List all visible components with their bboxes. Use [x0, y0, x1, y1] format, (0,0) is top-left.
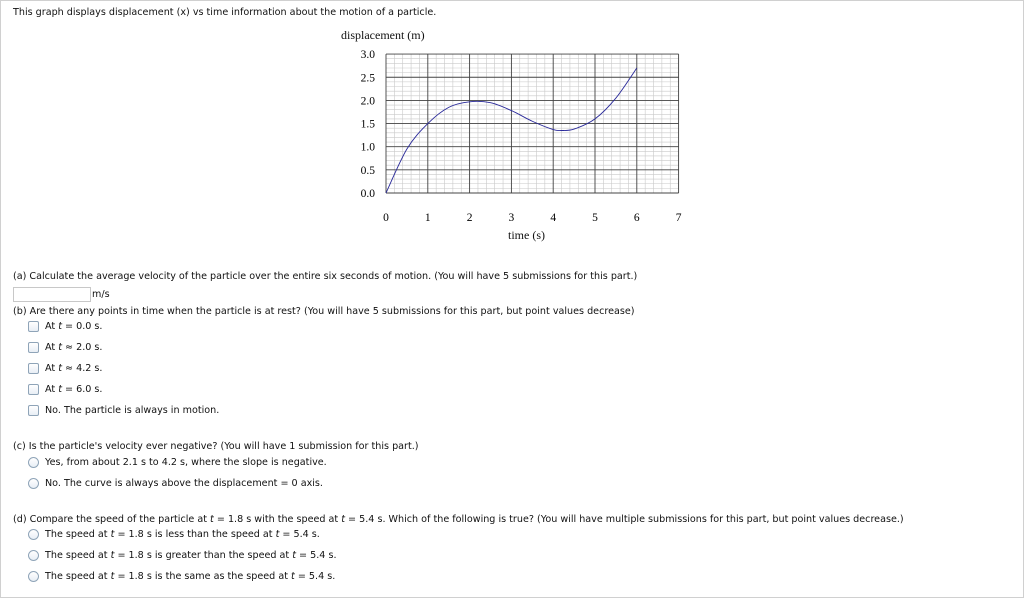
average-velocity-input[interactable]	[13, 287, 91, 302]
x-tick-label: 4	[550, 212, 557, 224]
part-d-option[interactable]	[28, 550, 337, 561]
option-label: At t ≈ 2.0 s.	[45, 342, 103, 353]
y-tick-label: 1.0	[360, 141, 375, 154]
part-b-option[interactable]	[28, 321, 102, 332]
y-tick-label: 1.5	[360, 118, 375, 131]
x-tick-label: 0	[383, 212, 389, 224]
radio-button[interactable]	[28, 550, 39, 561]
x-tick-label: 5	[592, 212, 598, 224]
checkbox[interactable]	[28, 405, 39, 416]
y-tick-label: 2.0	[360, 95, 375, 108]
part-b-option[interactable]	[28, 363, 102, 374]
option-label: No. The particle is always in motion.	[45, 405, 220, 416]
option-label: At t ≈ 4.2 s.	[45, 363, 103, 374]
option-label: The speed at t = 1.8 s is the same as the speed at t = 5.4 s.	[45, 571, 336, 582]
part-c-question: (c) Is the particle's velocity ever negative? (You will have 1 submission for this part.)	[13, 441, 419, 452]
radio-button[interactable]	[28, 529, 39, 540]
checkbox[interactable]	[28, 321, 39, 332]
part-c-option[interactable]	[28, 457, 327, 468]
radio-button[interactable]	[28, 478, 39, 489]
part-b-option[interactable]	[28, 342, 102, 353]
checkbox[interactable]	[28, 342, 39, 353]
part-c-option[interactable]	[28, 478, 323, 489]
option-label: The speed at t = 1.8 s is greater than the speed at t = 5.4 s.	[45, 550, 337, 561]
option-label: At t = 0.0 s.	[45, 321, 103, 332]
checkbox[interactable]	[28, 363, 39, 374]
option-label: The speed at t = 1.8 s is less than the speed at t = 5.4 s.	[45, 529, 320, 540]
y-tick-label: 0.0	[360, 188, 375, 200]
part-b-option[interactable]	[28, 384, 102, 395]
y-tick-label: 0.5	[360, 164, 375, 177]
radio-button[interactable]	[28, 457, 39, 468]
option-label: No. The curve is always above the displacement = 0 axis.	[45, 478, 323, 489]
part-a-question: (a) Calculate the average velocity of the particle over the entire six seconds of motion. (You will have 5 submissions for this part.)	[13, 271, 638, 282]
part-d-option[interactable]	[28, 529, 320, 540]
checkbox[interactable]	[28, 384, 39, 395]
x-tick-label: 3	[508, 212, 515, 224]
radio-button[interactable]	[28, 571, 39, 582]
x-tick-label: 2	[466, 212, 473, 224]
velocity-unit: m/s	[92, 289, 110, 300]
y-axis-label: displacement (m)	[341, 28, 425, 42]
part-b-option[interactable]	[28, 405, 219, 416]
x-tick-label: 6	[633, 212, 640, 224]
part-d-option[interactable]	[28, 571, 335, 582]
x-axis-label: time (s)	[508, 228, 545, 242]
option-label: Yes, from about 2.1 s to 4.2 s, where the slope is negative.	[45, 457, 327, 468]
y-tick-label: 2.5	[360, 72, 375, 85]
y-tick-label: 3.0	[360, 49, 375, 62]
option-label: At t = 6.0 s.	[45, 384, 103, 395]
part-b-question: (b) Are there any points in time when the particle is at rest? (You will have 5 submissions for this part, but point values decrease)	[13, 306, 635, 317]
part-d-question: (d) Compare the speed of the particle at t = 1.8 s with the speed at t = 5.4 s. Which of the following is true? (You will have multiple submissions for this part, but point values decrease.)	[13, 514, 904, 525]
intro-text: This graph displays displacement (x) vs time information about the motion of a particle.	[13, 7, 437, 18]
x-tick-label: 1	[424, 212, 431, 224]
displacement-time-chart	[0, 0, 1024, 240]
x-tick-label: 7	[675, 212, 682, 224]
